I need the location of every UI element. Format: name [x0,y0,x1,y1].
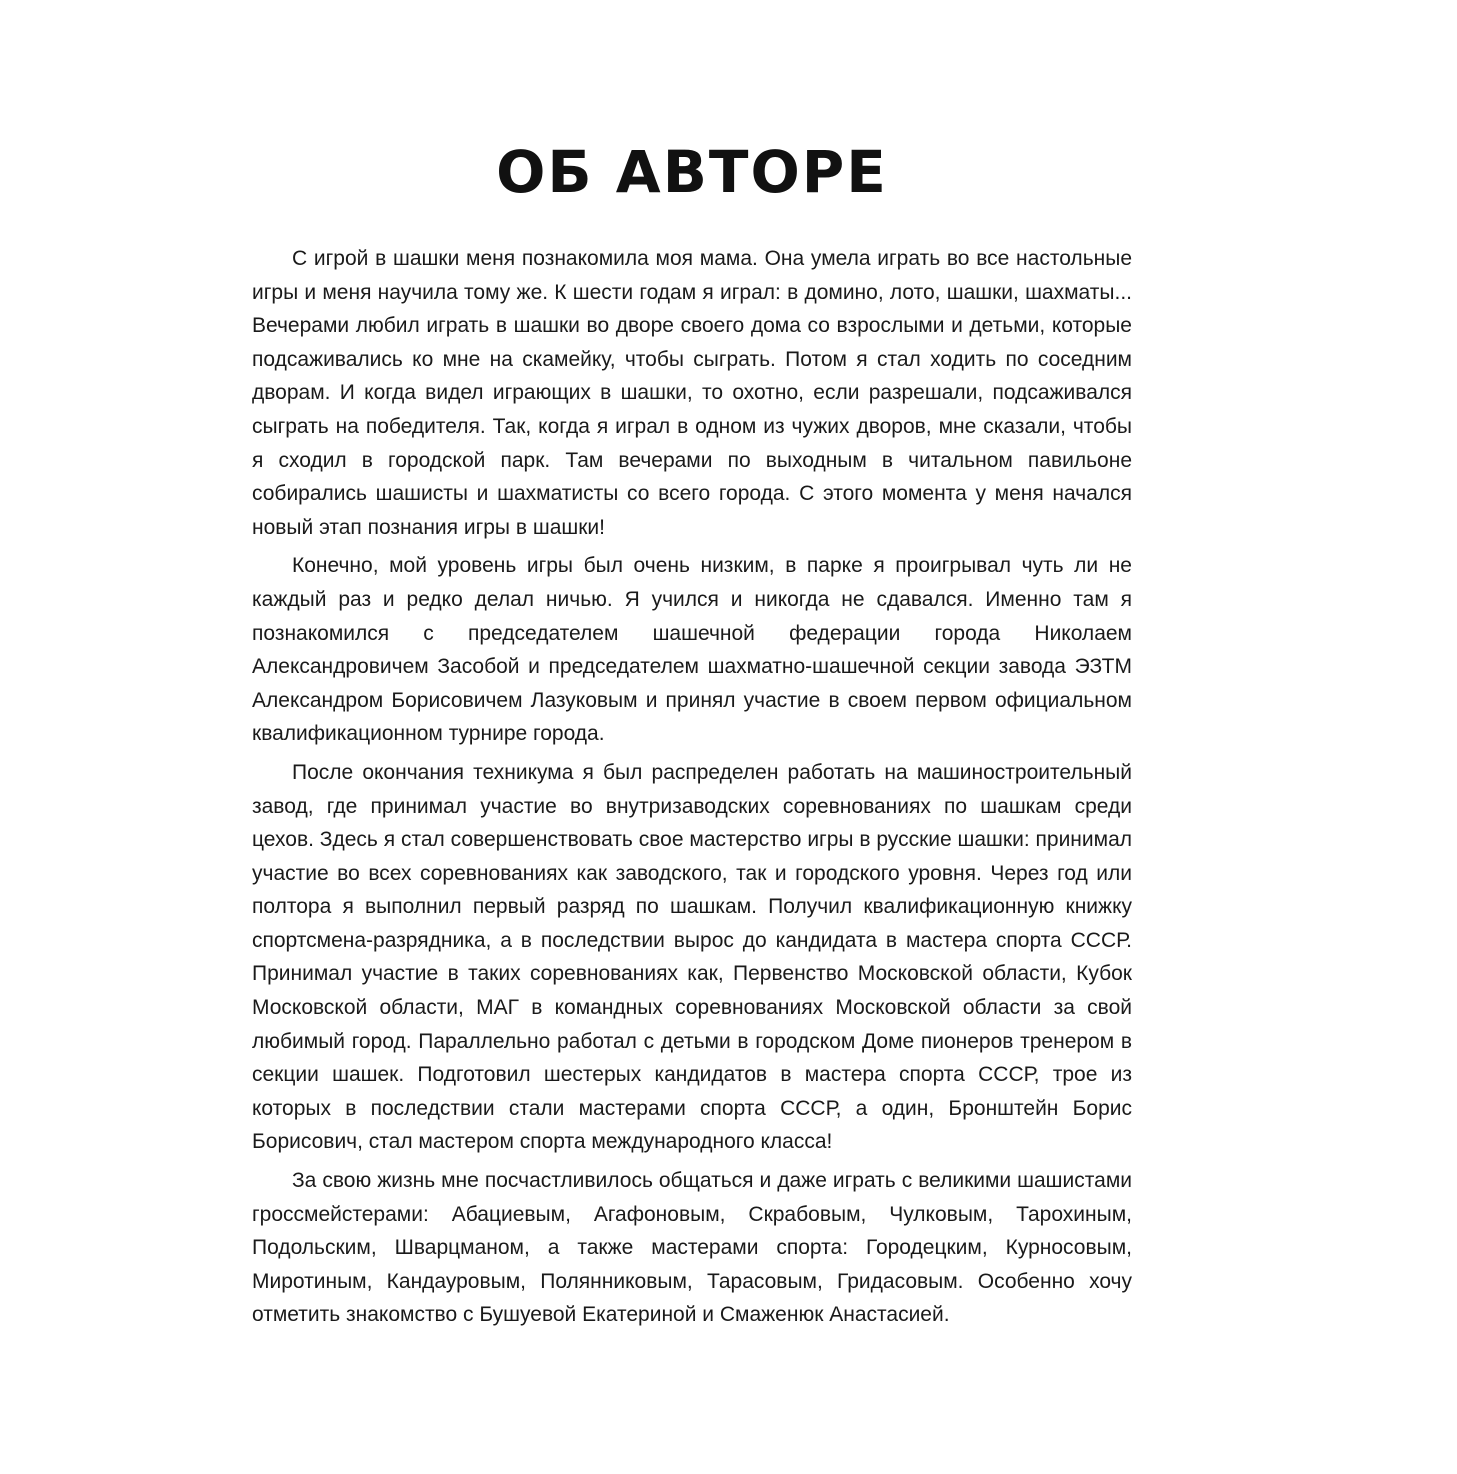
paragraph-2: Конечно, мой уровень игры был очень низким, в парке я проигрывал чуть ли не каждый раз и редко делал ничью. Я учился и никогда не сдавался. Именно там я познакомился с председателем шашечной федерации города Николаем Александровичем Засобой и председателем шахматно-шашечной секции завода ЭЗТМ Александром Борисовичем Лазуковым и принял участие в своем первом официальном квалификационном турнире города. [252,554,1132,746]
page-title: ОБ АВТОРЕ [496,138,888,206]
paragraph-1: С игрой в шашки меня познакомила моя мама. Она умела играть во все настольные игры и меня научила тому же. К шести годам я играл: в домино, лото, шашки, шахматы... Вечерами любил играть в шашки во дворе своего дома со взрослыми и детьми, которые подсаживались ко мне на скамейку, чтобы сыграть. Потом я стал ходить по соседним дворам. И когда видел играющих в шашки, то охотно, если разрешали, подсаживался сыграть на победителя. Так, когда я играл в одном из чужих дворов, мне сказали, чтобы я сходил в городской парк. Там вечерами по выходным в читальном павильоне собирались шашисты и шахматисты со всего города. С этого момента у меня начался новый этап познания игры в шашки! [252,247,1132,539]
paragraph-4: За свою жизнь мне посчастливилось общаться и даже играть с великими шашистами гроссмейстерами: Абациевым, Агафоновым, Скрабовым, Чулковым, Тарохиным, Подольским, Шварцманом, а также мастерами спорта: Городецким, Курносовым, Миротиным, Кандауровым, Полянниковым, Тарасовым, Гридасовым. Особенно хочу отметить знакомство с Бушуевой Екатериной и Смаженюк Анастасией. [252,1169,1132,1327]
body-text [252,242,1132,1337]
paragraph-3: После окончания техникума я был распределен работать на машиностроительный завод, где принимал участие во внутризаводских соревнованиях по шашкам среди цехов. Здесь я стал совершенствовать свое мастерство игры в русские шашки: принимал участие во всех соревнованиях как заводского, так и городского уровня. Через год или полтора я выполнил первый разряд по шашкам. Получил квалификационную книжку спортсмена-разрядника, а в последствии вырос до кандидата в мастера спорта СССР. Принимал участие в таких соревнованиях как, Первенство Московской области, Кубок Московской области, МАГ в командных соревнованиях Московской области за свой любимый город. Параллельно работал с детьми в городском Доме пионеров тренером в секции шашек. Подготовил шестерых кандидатов в мастера спорта СССР, трое из которых в последствии стали мастерами спорта СССР, а один, Бронштейн Борис Борисович, стал мастером спорта международного класса! [252,760,1132,1154]
